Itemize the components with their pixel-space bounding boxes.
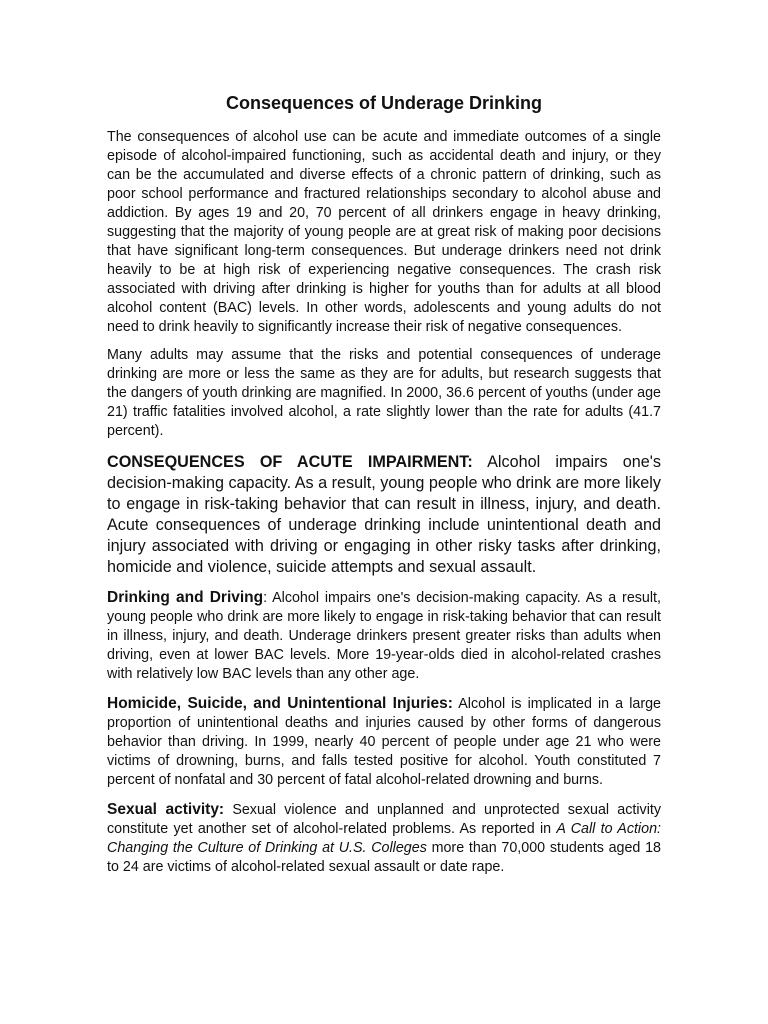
injuries-heading: Homicide, Suicide, and Unintentional Injuries: [107,695,453,712]
drinking-driving-paragraph [107,588,661,684]
drinking-driving-body: : Alcohol impairs one's decision-making capacity. As a result, young people who drink are more likely to engage in risk-taking behavior that can result in illness, injury, and death. Underage drinkers present greater risks than adults when driving, even at lower BAC levels. More 19-year-olds died in alcohol-related crashes with relatively low BAC levels than any other age. [107,590,661,682]
citation-title: A Call to Action: Changing the Culture of Drinking at U.S. Colleges [107,821,661,856]
document-page [107,92,661,877]
risk-paragraph: Many adults may assume that the risks and potential consequences of underage drinking are more or less the same as they are for adults, but research suggests that the dangers of youth drinking are magnified. In 2000, 36.6 percent of youths (under age 21) traffic fatalities involved alcohol, a rate slightly lower than the rate for adults (41.7 percent). [107,347,661,439]
intro-paragraph: The consequences of alcohol use can be acute and immediate outcomes of a single episode of alcohol-impaired functioning, such as accidental death and injury, or they can be the accumulated and diverse effects of a chronic pattern of drinking, such as poor school performance and fractured relationships secondary to alcohol abuse and addiction. By ages 19 and 20, 70 percent of all drinkers engage in heavy drinking, suggesting that the majority of young people are at great risk of making poor decisions that have significant long-term consequences. But underage drinkers need not drink heavily to be at high risk of experiencing negative consequences. The crash risk associated with driving after drinking is higher for youths than for adults at all blood alcohol content (BAC) levels. In other words, adolescents and young adults do not need to drink heavily to significantly increase their risk of negative consequences. [107,129,661,335]
injuries-body: Alcohol is implicated in a large proportion of unintentional deaths and injuries caused by other forms of dangerous behavior than driving. In 1999, nearly 40 percent of people under age 21 who were victims of drowning, burns, and falls tested positive for alcohol. Youth constituted 7 percent of nonfatal and 30 percent of fatal alcohol-related drowning and burns. [107,696,661,788]
sexual-activity-paragraph [107,800,661,877]
acute-impairment-body: Alcohol impairs one's decision-making capacity. As a result, young people who drink are more likely to engage in risk-taking behavior that can result in illness, injury, and death. Acute consequences of underage drinking include unintentional death and injury associated with driving or engaging in other risky tasks after drinking, homicide and violence, suicide attempts and sexual assault. [107,453,661,576]
drinking-driving-heading: Drinking and Driving [107,589,264,606]
sexual-activity-heading: Sexual activity: [107,801,225,818]
sexual-activity-body-end: more than 70,000 students aged 18 to 24 are victims of alcohol-related sexual assault or date rape. [107,840,661,875]
sexual-activity-body-start: Sexual violence and unplanned and unprotected sexual activity constitute yet another set of alcohol-related problems. As reported in [107,802,661,837]
acute-impairment-paragraph [107,452,661,578]
injuries-paragraph [107,694,661,790]
page-title: Consequences of Underage Drinking [225,93,543,113]
acute-impairment-heading: CONSEQUENCES OF ACUTE IMPAIRMENT: [107,453,473,471]
